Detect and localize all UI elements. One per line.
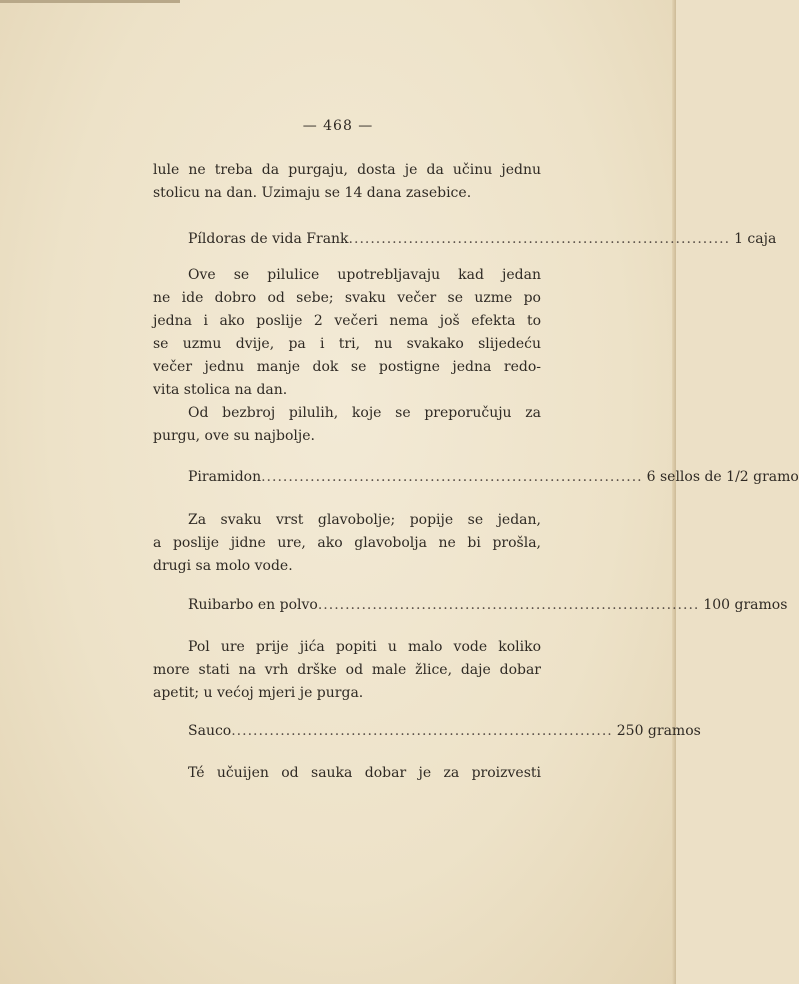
text-line: Za svaku vrst glavobolje; popije se jedan, [188, 512, 541, 528]
text-line: Od bezbroj pilulih, koje se preporučuju za [188, 405, 541, 421]
text-line: vita stolica na dan. [153, 382, 288, 398]
remedy-name: Sauco [188, 723, 232, 739]
text-line: drugi sa molo vode. [153, 558, 293, 574]
text-line: jedna i ako poslije 2 večeri nema još efekta to [153, 313, 541, 329]
remedy-entry-ruibarbo [188, 594, 788, 617]
leader-dots: ...................................................................... [348, 231, 731, 247]
remedy-quantity: 1 caja [734, 231, 777, 247]
leader-dots: ...................................................................... [231, 723, 613, 739]
text-line: apetit; u većoj mjeri je purga. [153, 685, 364, 701]
text-line: Ove se pilulice upotrebljavaju kad jedan [188, 267, 541, 283]
remedy-entry-sauco [188, 720, 701, 743]
leader-dots: ...................................................................... [317, 597, 700, 613]
top-edge-mark [0, 0, 180, 3]
remedy-name: Píldoras de vida Frank [188, 231, 349, 247]
paragraph-ruibarbo-usage [153, 636, 541, 705]
page-number: — 468 — [302, 118, 374, 134]
text-line: purgu, ove su najbolje. [153, 428, 315, 444]
text-line: lule ne treba da purgaju, dosta je da učinu jednu [153, 162, 541, 178]
text-line: Pol ure prije jića popiti u malo vode koliko [188, 639, 541, 655]
text-line: Té učuijen od sauka dobar je za proizvesti [188, 765, 541, 781]
text-line: a poslije jidne ure, ako glavobolja ne bi prošla, [153, 535, 541, 551]
page-edge [672, 0, 676, 984]
remedy-quantity: 100 gramos [703, 597, 788, 613]
remedy-quantity: 6 sellos de 1/2 gramo [646, 469, 799, 485]
text-line: stolicu na dan. Uzimaju se 14 dana zasebice. [153, 185, 472, 201]
paragraph-continuation [153, 159, 541, 205]
remedy-name: Ruibarbo en polvo [188, 597, 318, 613]
paragraph-piramidon-usage [153, 509, 541, 578]
paragraph-pildoras-usage [153, 264, 541, 402]
leader-dots: ...................................................................... [261, 469, 643, 485]
text-line: se uzmu dvije, pa i tri, nu svakako slijedeću [153, 336, 541, 352]
remedy-entry-piramidon [188, 466, 799, 489]
remedy-entry-pildoras [188, 228, 777, 251]
text-line: more stati na vrh drške od male žlice, daje dobar [153, 662, 541, 678]
paragraph-pildoras-note [153, 402, 541, 448]
text-line: večer jednu manje dok se postigne jedna redo- [153, 359, 541, 375]
remedy-quantity: 250 gramos [616, 723, 701, 739]
text-line: ne ide dobro od sebe; svaku večer se uzme po [153, 290, 541, 306]
remedy-name: Piramidon [188, 469, 262, 485]
paragraph-sauco-usage [153, 762, 541, 785]
